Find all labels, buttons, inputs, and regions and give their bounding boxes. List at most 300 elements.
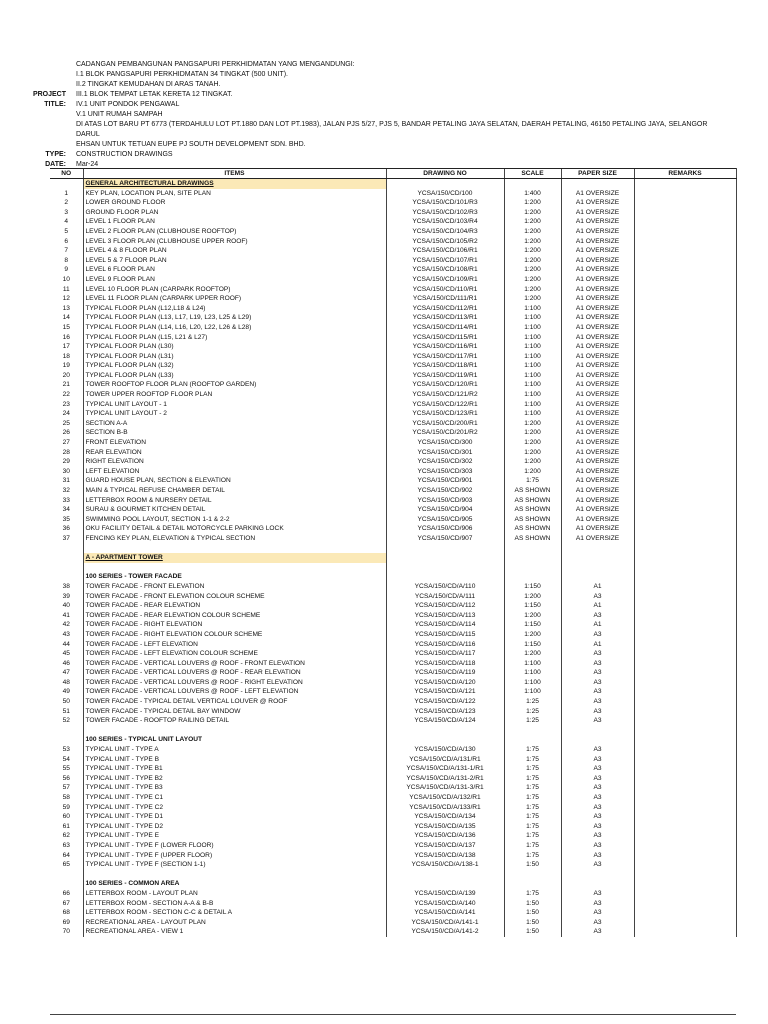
scale-cell: 1:50 bbox=[504, 927, 561, 937]
item-cell: TYPICAL UNIT - TYPE B bbox=[83, 755, 386, 765]
scale-cell: 1:200 bbox=[504, 448, 561, 458]
table-row bbox=[50, 515, 736, 525]
item-cell: TOWER FACADE - FRONT ELEVATION COLOUR SCHEME bbox=[83, 592, 386, 602]
issue-date: Mar-24 bbox=[76, 161, 99, 168]
scale-cell: 1:200 bbox=[504, 265, 561, 275]
paper-size-cell bbox=[561, 879, 634, 889]
paper-size-cell: A3 bbox=[561, 927, 634, 937]
item-cell: LETTERBOX ROOM - SECTION C-C & DETAIL A bbox=[83, 908, 386, 918]
table-row bbox=[50, 457, 736, 467]
remarks-cell bbox=[634, 515, 736, 525]
paper-size-cell: A3 bbox=[561, 687, 634, 697]
remarks-cell bbox=[634, 304, 736, 314]
no-cell: 21 bbox=[62, 381, 70, 389]
scale-cell: 1:200 bbox=[504, 256, 561, 266]
no-cell: 27 bbox=[62, 439, 70, 447]
drawing-no-cell: YCSA/150/CD/A/132/R1 bbox=[386, 793, 504, 803]
scale-cell: AS SHOWN bbox=[504, 515, 561, 525]
remarks-cell bbox=[634, 812, 736, 822]
paper-size-cell: A1 OVERSIZE bbox=[561, 361, 634, 371]
remarks-cell bbox=[634, 380, 736, 390]
drawing-no-cell: YCSA/150/CD/A/111 bbox=[386, 592, 504, 602]
item-cell: TOWER FACADE - VERTICAL LOUVERS @ ROOF - RIGHT ELEVATION bbox=[83, 678, 386, 688]
item-cell: TOWER FACADE - LEFT ELEVATION COLOUR SCHEME bbox=[83, 649, 386, 659]
item-cell: LEVEL 3 FLOOR PLAN (CLUBHOUSE UPPER ROOF) bbox=[83, 237, 386, 247]
item-cell: LEVEL 1 FLOOR PLAN bbox=[83, 217, 386, 227]
item-cell: TYPICAL UNIT - TYPE C1 bbox=[83, 793, 386, 803]
scale-cell: 1:75 bbox=[504, 764, 561, 774]
item-cell: TYPICAL UNIT - TYPE F (LOWER FLOOR) bbox=[83, 841, 386, 851]
scale-cell bbox=[504, 572, 561, 582]
scale-cell: 1:200 bbox=[504, 592, 561, 602]
no-cell: 57 bbox=[62, 784, 70, 792]
drawing-no-cell: YCSA/150/CD/905 bbox=[386, 515, 504, 525]
item-cell: TOWER FACADE - RIGHT ELEVATION COLOUR SCHEME bbox=[83, 630, 386, 640]
scale-cell: 1:75 bbox=[504, 831, 561, 841]
paper-size-cell: A3 bbox=[561, 841, 634, 851]
paper-size-cell: A1 OVERSIZE bbox=[561, 476, 634, 486]
paper-size-cell: A3 bbox=[561, 630, 634, 640]
scale-cell: 1:200 bbox=[504, 611, 561, 621]
remarks-cell bbox=[634, 285, 736, 295]
paper-size-cell bbox=[561, 870, 634, 880]
drawing-no-cell: YCSA/150/CD/A/123 bbox=[386, 707, 504, 717]
table-row bbox=[50, 227, 736, 237]
remarks-cell bbox=[634, 563, 736, 573]
item-cell: SECTION B-B bbox=[83, 428, 386, 438]
paper-size-cell: A1 OVERSIZE bbox=[561, 457, 634, 467]
no-cell: 34 bbox=[62, 506, 70, 514]
no-cell bbox=[50, 179, 83, 189]
remarks-cell bbox=[634, 409, 736, 419]
remarks-cell bbox=[634, 448, 736, 458]
remarks-cell bbox=[634, 870, 736, 880]
paper-size-cell: A1 bbox=[561, 640, 634, 650]
remarks-cell bbox=[634, 428, 736, 438]
paper-size-cell: A1 OVERSIZE bbox=[561, 256, 634, 266]
document-header bbox=[0, 60, 768, 170]
no-cell: 39 bbox=[62, 592, 70, 600]
scale-cell: 1:200 bbox=[504, 428, 561, 438]
no-cell: 15 bbox=[62, 323, 70, 331]
drawing-no-cell: YCSA/150/CD/A/118 bbox=[386, 659, 504, 669]
remarks-cell bbox=[634, 908, 736, 918]
drawing-no-cell: YCSA/150/CD/101/R3 bbox=[386, 198, 504, 208]
no-cell: 11 bbox=[62, 285, 70, 293]
table-body bbox=[50, 179, 736, 937]
table-row bbox=[50, 467, 736, 477]
table-row bbox=[50, 620, 736, 630]
remarks-cell bbox=[634, 342, 736, 352]
item-cell: TOWER FACADE - TYPICAL DETAIL BAY WINDOW bbox=[83, 707, 386, 717]
table-row bbox=[50, 524, 736, 534]
remarks-cell bbox=[634, 524, 736, 534]
col-header-remarks: REMARKS bbox=[634, 169, 736, 179]
drawing-no-cell: YCSA/150/CD/122/R1 bbox=[386, 400, 504, 410]
scale-cell: AS SHOWN bbox=[504, 524, 561, 534]
scale-cell: 1:75 bbox=[504, 783, 561, 793]
table-row bbox=[50, 237, 736, 247]
drawing-no-cell: YCSA/150/CD/A/121 bbox=[386, 687, 504, 697]
scale-cell: 1:75 bbox=[504, 755, 561, 765]
paper-size-cell: A1 OVERSIZE bbox=[561, 419, 634, 429]
paper-size-cell: A3 bbox=[561, 611, 634, 621]
item-cell: TYPICAL UNIT - TYPE A bbox=[83, 745, 386, 755]
remarks-cell bbox=[634, 400, 736, 410]
drawing-no-cell: YCSA/150/CD/107/R1 bbox=[386, 256, 504, 266]
paper-size-cell bbox=[561, 553, 634, 563]
no-cell: 50 bbox=[62, 698, 70, 706]
scale-cell: 1:200 bbox=[504, 467, 561, 477]
drawing-no-cell bbox=[386, 735, 504, 745]
scale-cell: 1:100 bbox=[504, 313, 561, 323]
no-cell: 55 bbox=[62, 765, 70, 773]
table-row bbox=[50, 659, 736, 669]
remarks-cell bbox=[634, 294, 736, 304]
spacer-row bbox=[50, 563, 736, 573]
no-cell bbox=[50, 544, 83, 554]
table-row bbox=[50, 822, 736, 832]
paper-size-cell: A1 bbox=[561, 582, 634, 592]
no-cell: 48 bbox=[62, 678, 70, 686]
drawing-no-cell: YCSA/150/CD/902 bbox=[386, 486, 504, 496]
table-row bbox=[50, 764, 736, 774]
drawing-no-cell: YCSA/150/CD/A/120 bbox=[386, 678, 504, 688]
drawing-no-cell: YCSA/150/CD/105/R2 bbox=[386, 237, 504, 247]
drawing-no-cell: YCSA/150/CD/A/122 bbox=[386, 697, 504, 707]
item-cell bbox=[83, 544, 386, 554]
paper-size-cell bbox=[561, 544, 634, 554]
item-cell: OKU FACILITY DETAIL & DETAIL MOTORCYCLE PARKING LOCK bbox=[83, 524, 386, 534]
header-line: DI ATAS LOT BARU PT 6773 (TERDAHULU LOT PT.1880 DAN LOT PT.1983), JALAN PJS 5/27, PJS 5, BANDAR PETALING JAYA SELATAN, DAERAH PETALING, 46150 PETALING JAYA, SELANGOR DARUL bbox=[76, 121, 708, 138]
drawing-no-cell: YCSA/150/CD/117/R1 bbox=[386, 352, 504, 362]
scale-cell: 1:200 bbox=[504, 649, 561, 659]
scale-cell: AS SHOWN bbox=[504, 534, 561, 544]
remarks-cell bbox=[634, 275, 736, 285]
no-cell: 25 bbox=[62, 419, 70, 427]
item-cell: TYPICAL FLOOR PLAN (L32) bbox=[83, 361, 386, 371]
drawing-no-cell: YCSA/150/CD/123/R1 bbox=[386, 409, 504, 419]
paper-size-cell: A1 OVERSIZE bbox=[561, 400, 634, 410]
drawing-no-cell: YCSA/150/CD/100 bbox=[386, 189, 504, 199]
paper-size-cell: A1 OVERSIZE bbox=[561, 505, 634, 515]
scale-cell: 1:75 bbox=[504, 793, 561, 803]
remarks-cell bbox=[634, 640, 736, 650]
no-cell bbox=[50, 726, 83, 736]
no-cell: 32 bbox=[62, 487, 70, 494]
no-cell: 20 bbox=[62, 371, 70, 379]
subsection-header-row bbox=[50, 735, 736, 745]
remarks-cell bbox=[634, 323, 736, 333]
item-cell: 100 SERIES - TOWER FACADE bbox=[83, 572, 386, 582]
item-cell: TYPICAL UNIT - TYPE F (SECTION 1-1) bbox=[83, 860, 386, 870]
paper-size-cell: A3 bbox=[561, 860, 634, 870]
table-row bbox=[50, 294, 736, 304]
scale-cell: 1:200 bbox=[504, 438, 561, 448]
item-cell bbox=[83, 726, 386, 736]
scale-cell bbox=[504, 544, 561, 554]
scale-cell: 1:75 bbox=[504, 812, 561, 822]
paper-size-cell: A3 bbox=[561, 899, 634, 909]
drawing-no-cell: YCSA/150/CD/907 bbox=[386, 534, 504, 544]
spacer-row bbox=[50, 544, 736, 554]
drawing-no-cell bbox=[386, 726, 504, 736]
no-cell: 63 bbox=[62, 841, 70, 849]
table-row bbox=[50, 649, 736, 659]
paper-size-cell: A3 bbox=[561, 793, 634, 803]
table-row bbox=[50, 774, 736, 784]
table-header-row bbox=[50, 169, 736, 179]
table-row bbox=[50, 486, 736, 496]
header-line: III.1 BLOK TEMPAT LETAK KERETA 12 TINGKAT. bbox=[76, 91, 233, 98]
drawing-no-cell: YCSA/150/CD/A/136 bbox=[386, 831, 504, 841]
paper-size-cell: A3 bbox=[561, 659, 634, 669]
no-cell bbox=[50, 879, 83, 889]
drawing-no-cell: YCSA/150/CD/A/135 bbox=[386, 822, 504, 832]
remarks-cell bbox=[634, 217, 736, 227]
remarks-cell bbox=[634, 611, 736, 621]
paper-size-cell: A1 OVERSIZE bbox=[561, 534, 634, 544]
no-cell bbox=[50, 563, 83, 573]
remarks-cell bbox=[634, 457, 736, 467]
paper-size-cell: A3 bbox=[561, 592, 634, 602]
item-cell: TYPICAL UNIT - TYPE E bbox=[83, 831, 386, 841]
no-cell: 54 bbox=[62, 755, 70, 763]
table-row bbox=[50, 611, 736, 621]
scale-cell: AS SHOWN bbox=[504, 496, 561, 506]
no-cell: 35 bbox=[62, 515, 70, 523]
scale-cell: 1:100 bbox=[504, 342, 561, 352]
no-cell: 66 bbox=[62, 889, 70, 897]
remarks-cell bbox=[634, 237, 736, 247]
scale-cell: 1:75 bbox=[504, 841, 561, 851]
remarks-cell bbox=[634, 649, 736, 659]
scale-cell: 1:200 bbox=[504, 208, 561, 218]
remarks-cell bbox=[634, 793, 736, 803]
no-cell: 22 bbox=[62, 391, 70, 399]
table-row bbox=[50, 668, 736, 678]
remarks-cell bbox=[634, 198, 736, 208]
no-cell: 46 bbox=[62, 659, 70, 667]
paper-size-cell bbox=[561, 572, 634, 582]
drawing-no-cell: YCSA/150/CD/904 bbox=[386, 505, 504, 515]
scale-cell bbox=[504, 870, 561, 880]
remarks-cell bbox=[634, 783, 736, 793]
remarks-cell bbox=[634, 371, 736, 381]
item-cell: REAR ELEVATION bbox=[83, 448, 386, 458]
paper-size-cell: A1 OVERSIZE bbox=[561, 246, 634, 256]
remarks-cell bbox=[634, 668, 736, 678]
item-cell: LEVEL 6 FLOOR PLAN bbox=[83, 265, 386, 275]
item-cell: LEVEL 4 & 8 FLOOR PLAN bbox=[83, 246, 386, 256]
remarks-cell bbox=[634, 419, 736, 429]
no-cell: 62 bbox=[62, 832, 70, 840]
drawing-no-cell: YCSA/150/CD/A/131-1/R1 bbox=[386, 764, 504, 774]
drawing-no-cell: YCSA/150/CD/A/119 bbox=[386, 668, 504, 678]
remarks-cell bbox=[634, 265, 736, 275]
drawing-no-cell: YCSA/150/CD/901 bbox=[386, 476, 504, 486]
remarks-cell bbox=[634, 361, 736, 371]
paper-size-cell: A3 bbox=[561, 755, 634, 765]
drawing-no-cell: YCSA/150/CD/303 bbox=[386, 467, 504, 477]
item-cell: TYPICAL UNIT - TYPE F (UPPER FLOOR) bbox=[83, 851, 386, 861]
item-cell: TYPICAL UNIT LAYOUT - 1 bbox=[83, 400, 386, 410]
table-row bbox=[50, 640, 736, 650]
no-cell: 2 bbox=[64, 199, 69, 207]
item-cell: SWIMMING POOL LAYOUT, SECTION 1-1 & 2-2 bbox=[83, 515, 386, 525]
no-cell: 61 bbox=[62, 822, 70, 830]
drawing-no-cell bbox=[386, 179, 504, 189]
drawing-no-cell: YCSA/150/CD/A/138-1 bbox=[386, 860, 504, 870]
remarks-cell bbox=[634, 333, 736, 343]
paper-size-cell: A1 OVERSIZE bbox=[561, 428, 634, 438]
item-cell: TYPICAL UNIT - TYPE B1 bbox=[83, 764, 386, 774]
remarks-cell bbox=[634, 774, 736, 784]
item-cell: TYPICAL FLOOR PLAN (L31) bbox=[83, 352, 386, 362]
no-cell: 47 bbox=[62, 669, 70, 677]
remarks-cell bbox=[634, 601, 736, 611]
paper-size-cell: A1 OVERSIZE bbox=[561, 524, 634, 534]
remarks-cell bbox=[634, 678, 736, 688]
header-line: IV.1 UNIT PONDOK PENGAWAL bbox=[76, 101, 180, 108]
item-cell: LETTERBOX ROOM & NURSERY DETAIL bbox=[83, 496, 386, 506]
scale-cell: 1:100 bbox=[504, 409, 561, 419]
scale-cell: 1:200 bbox=[504, 237, 561, 247]
drawing-no-cell: YCSA/150/CD/116/R1 bbox=[386, 342, 504, 352]
drawing-no-cell: YCSA/150/CD/A/116 bbox=[386, 640, 504, 650]
table-row bbox=[50, 918, 736, 928]
table-row bbox=[50, 745, 736, 755]
scale-cell bbox=[504, 726, 561, 736]
item-cell: 100 SERIES - COMMON AREA bbox=[83, 879, 386, 889]
remarks-cell bbox=[634, 735, 736, 745]
drawing-no-cell bbox=[386, 544, 504, 554]
paper-size-cell bbox=[561, 563, 634, 573]
drawing-no-cell: YCSA/150/CD/A/138 bbox=[386, 851, 504, 861]
remarks-cell bbox=[634, 553, 736, 563]
no-cell: 53 bbox=[62, 746, 70, 754]
table-row bbox=[50, 592, 736, 602]
drawing-no-cell: YCSA/150/CD/114/R1 bbox=[386, 323, 504, 333]
scale-cell: 1:50 bbox=[504, 918, 561, 928]
paper-size-cell: A3 bbox=[561, 668, 634, 678]
no-cell: 40 bbox=[62, 602, 70, 610]
item-cell: TYPICAL FLOOR PLAN (L30) bbox=[83, 342, 386, 352]
no-cell: 58 bbox=[62, 794, 70, 801]
col-header-paper-size: PAPER SIZE bbox=[561, 169, 634, 179]
remarks-cell bbox=[634, 822, 736, 832]
spacer-row bbox=[50, 870, 736, 880]
paper-size-cell: A1 OVERSIZE bbox=[561, 342, 634, 352]
paper-size-cell: A3 bbox=[561, 831, 634, 841]
project-label: PROJECT bbox=[32, 91, 66, 98]
paper-size-cell: A1 OVERSIZE bbox=[561, 515, 634, 525]
table-row bbox=[50, 371, 736, 381]
drawing-no-cell: YCSA/150/CD/112/R1 bbox=[386, 304, 504, 314]
scale-cell: 1:100 bbox=[504, 400, 561, 410]
drawing-no-cell: YCSA/150/CD/A/110 bbox=[386, 582, 504, 592]
no-cell: 29 bbox=[62, 458, 70, 466]
remarks-cell bbox=[634, 227, 736, 237]
remarks-cell bbox=[634, 476, 736, 486]
table-row bbox=[50, 208, 736, 218]
item-cell bbox=[83, 563, 386, 573]
scale-cell: 1:75 bbox=[504, 745, 561, 755]
item-cell: TOWER FACADE - RIGHT ELEVATION bbox=[83, 620, 386, 630]
subsection-header-row bbox=[50, 572, 736, 582]
no-cell: 59 bbox=[62, 803, 70, 811]
drawing-no-cell: YCSA/150/CD/104/R3 bbox=[386, 227, 504, 237]
no-cell: 65 bbox=[62, 861, 70, 869]
remarks-cell bbox=[634, 841, 736, 851]
table-row bbox=[50, 687, 736, 697]
remarks-cell bbox=[634, 246, 736, 256]
no-cell: 16 bbox=[62, 333, 70, 341]
drawing-register-table bbox=[50, 168, 737, 937]
remarks-cell bbox=[634, 438, 736, 448]
item-cell: TYPICAL UNIT - TYPE B2 bbox=[83, 774, 386, 784]
table-row bbox=[50, 505, 736, 515]
item-cell: GROUND FLOOR PLAN bbox=[83, 208, 386, 218]
item-cell: LOWER GROUND FLOOR bbox=[83, 198, 386, 208]
drawing-no-cell: YCSA/150/CD/A/115 bbox=[386, 630, 504, 640]
title-label: TITLE: bbox=[44, 101, 66, 108]
table-row bbox=[50, 630, 736, 640]
item-cell: FENCING KEY PLAN, ELEVATION & TYPICAL SECTION bbox=[83, 534, 386, 544]
scale-cell: 1:75 bbox=[504, 889, 561, 899]
scale-cell: 1:25 bbox=[504, 716, 561, 726]
item-cell: TYPICAL UNIT - TYPE D2 bbox=[83, 822, 386, 832]
date-label: DATE: bbox=[45, 161, 66, 168]
remarks-cell bbox=[634, 486, 736, 496]
page-bottom-rule bbox=[50, 1014, 736, 1015]
drawing-no-cell: YCSA/150/CD/A/131-2/R1 bbox=[386, 774, 504, 784]
paper-size-cell: A3 bbox=[561, 803, 634, 813]
section-header-row bbox=[50, 179, 736, 189]
table-row bbox=[50, 927, 736, 937]
no-cell bbox=[50, 870, 83, 880]
table-row bbox=[50, 217, 736, 227]
item-cell: LEVEL 9 FLOOR PLAN bbox=[83, 275, 386, 285]
paper-size-cell: A1 OVERSIZE bbox=[561, 313, 634, 323]
paper-size-cell: A3 bbox=[561, 697, 634, 707]
col-header-no: NO bbox=[50, 169, 83, 179]
table-row bbox=[50, 755, 736, 765]
drawing-no-cell bbox=[386, 572, 504, 582]
col-header-items: ITEMS bbox=[83, 169, 386, 179]
remarks-cell bbox=[634, 582, 736, 592]
table-row bbox=[50, 304, 736, 314]
drawing-no-cell: YCSA/150/CD/A/114 bbox=[386, 620, 504, 630]
scale-cell: 1:200 bbox=[504, 294, 561, 304]
item-cell: LEVEL 5 & 7 FLOOR PLAN bbox=[83, 256, 386, 266]
paper-size-cell: A3 bbox=[561, 764, 634, 774]
remarks-cell bbox=[634, 505, 736, 515]
item-cell: SECTION A-A bbox=[83, 419, 386, 429]
item-cell: LETTERBOX ROOM - LAYOUT PLAN bbox=[83, 889, 386, 899]
remarks-cell bbox=[634, 544, 736, 554]
scale-cell: 1:200 bbox=[504, 275, 561, 285]
scale-cell: 1:100 bbox=[504, 687, 561, 697]
paper-size-cell: A1 OVERSIZE bbox=[561, 285, 634, 295]
scale-cell: 1:150 bbox=[504, 601, 561, 611]
no-cell: 23 bbox=[62, 400, 70, 408]
item-cell: TYPICAL UNIT - TYPE B3 bbox=[83, 783, 386, 793]
remarks-cell bbox=[634, 764, 736, 774]
table-row bbox=[50, 352, 736, 362]
item-cell: TYPICAL FLOOR PLAN (L33) bbox=[83, 371, 386, 381]
drawing-no-cell: YCSA/150/CD/106/R1 bbox=[386, 246, 504, 256]
